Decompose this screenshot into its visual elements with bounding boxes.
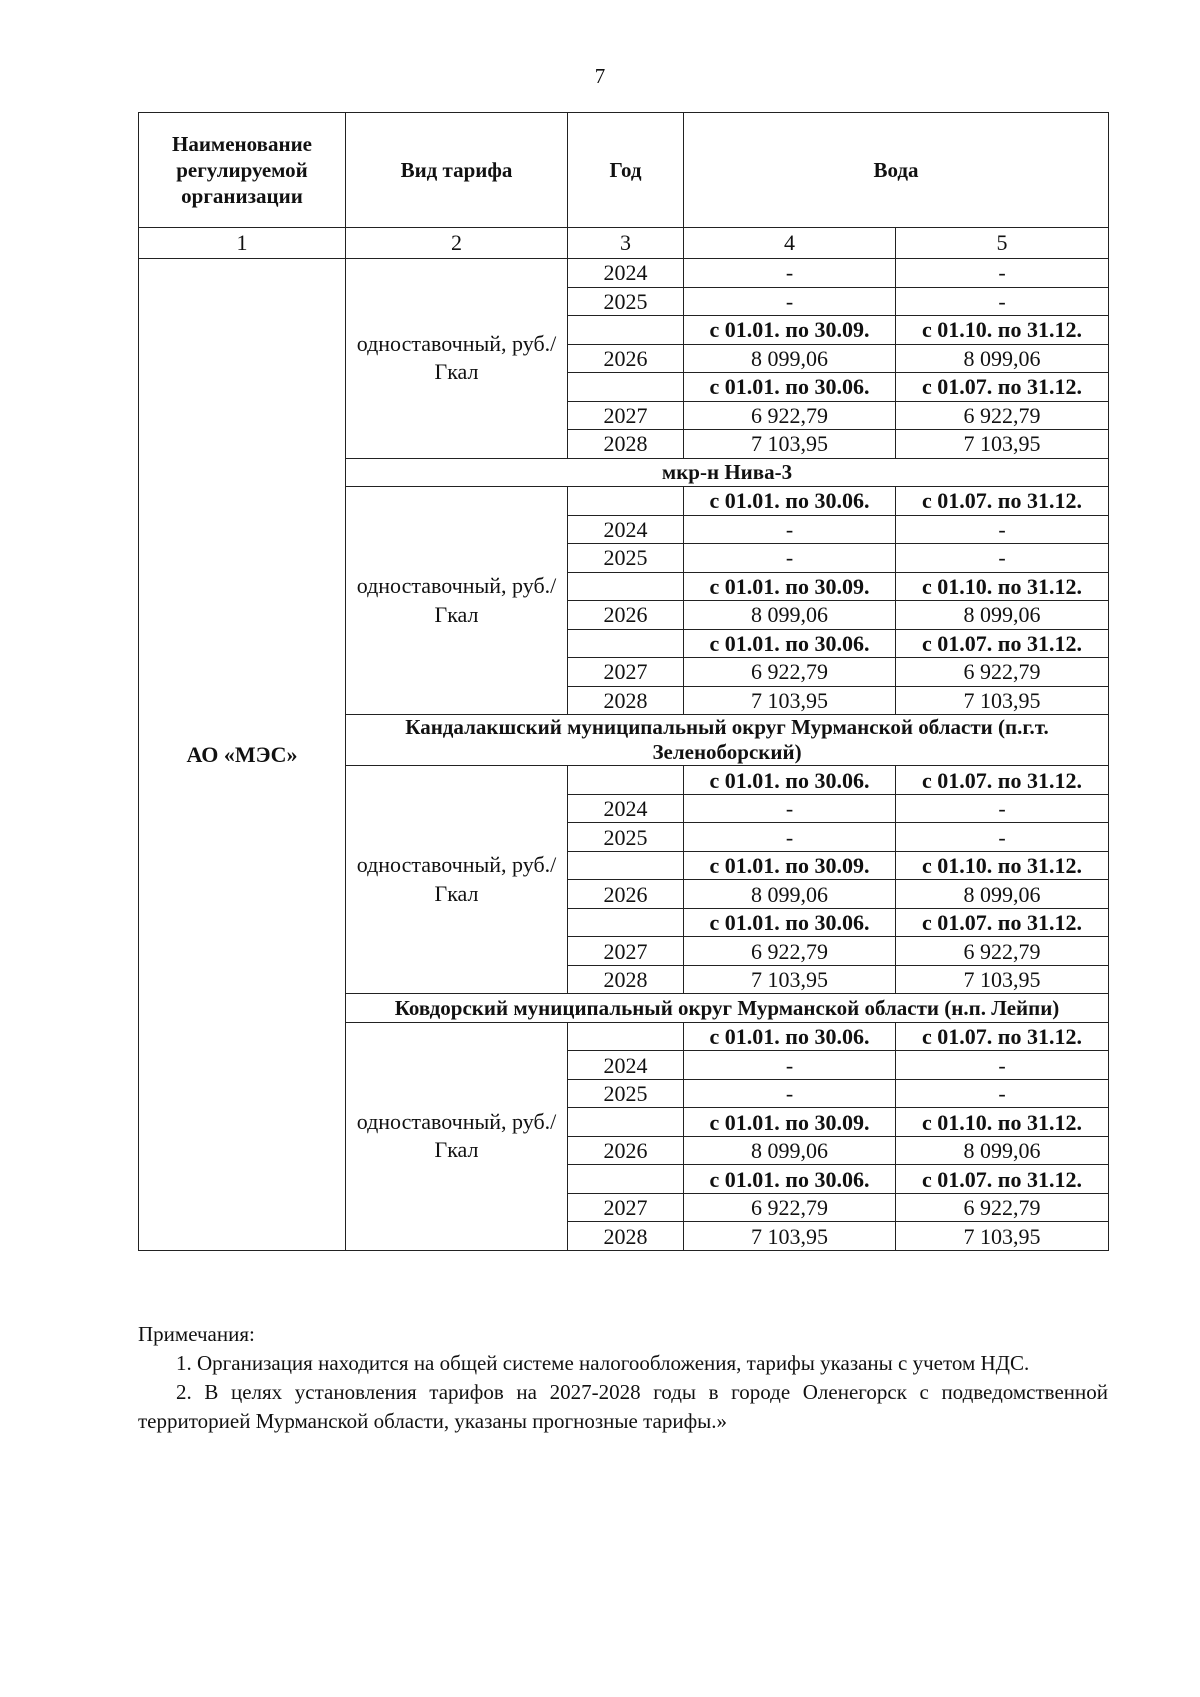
column-numbers-row xyxy=(139,228,1109,259)
period-cell: с 01.01. по 30.06. xyxy=(684,908,896,937)
value-cell: 7 103,95 xyxy=(684,1222,896,1251)
value-cell: 6 922,79 xyxy=(684,937,896,966)
value-cell: 8 099,06 xyxy=(896,601,1109,630)
value-cell: - xyxy=(684,544,896,573)
note-item-1: 1. Организация находится на общей системе налогообложения, тарифы указаны с учетом НДС. xyxy=(176,1350,1030,1375)
value-cell: - xyxy=(896,794,1109,823)
value-cell: 6 922,79 xyxy=(684,658,896,687)
year-cell: 2026 xyxy=(568,344,684,373)
year-cell: 2024 xyxy=(568,259,684,288)
value-cell: 8 099,06 xyxy=(684,1136,896,1165)
tariff-type: одноставочный, руб./Гкал xyxy=(346,766,568,994)
year-cell xyxy=(568,572,684,601)
year-cell xyxy=(568,373,684,402)
period-cell: с 01.07. по 31.12. xyxy=(896,1022,1109,1051)
value-cell: - xyxy=(684,1051,896,1080)
value-cell: - xyxy=(896,515,1109,544)
year-cell: 2027 xyxy=(568,1193,684,1222)
notes-title: Примечания: xyxy=(138,1322,255,1346)
value-cell: - xyxy=(684,259,896,288)
value-cell: 7 103,95 xyxy=(896,1222,1109,1251)
year-cell: 2026 xyxy=(568,601,684,630)
value-cell: 8 099,06 xyxy=(684,344,896,373)
period-cell: с 01.01. по 30.06. xyxy=(684,1165,896,1194)
period-cell: с 01.07. по 31.12. xyxy=(896,373,1109,402)
column-number: 4 xyxy=(684,228,896,259)
value-cell: 7 103,95 xyxy=(684,686,896,715)
year-cell: 2024 xyxy=(568,515,684,544)
year-cell: 2028 xyxy=(568,1222,684,1251)
organization-name: АО «МЭС» xyxy=(139,259,346,1251)
year-cell: 2028 xyxy=(568,965,684,994)
year-cell: 2024 xyxy=(568,1051,684,1080)
section-title: мкр-н Нива-3 xyxy=(346,458,1109,487)
value-cell: 8 099,06 xyxy=(684,880,896,909)
period-cell: с 01.07. по 31.12. xyxy=(896,487,1109,516)
period-cell: с 01.07. по 31.12. xyxy=(896,766,1109,795)
header-tariff-type: Вид тарифа xyxy=(346,113,568,228)
period-cell: с 01.10. по 31.12. xyxy=(896,1108,1109,1137)
value-cell: 6 922,79 xyxy=(684,1193,896,1222)
header-organization: Наименование регулируемой организации xyxy=(139,113,346,228)
value-cell: 8 099,06 xyxy=(896,344,1109,373)
header-water: Вода xyxy=(684,113,1109,228)
year-cell: 2025 xyxy=(568,823,684,852)
value-cell: 7 103,95 xyxy=(896,965,1109,994)
period-cell: с 01.07. по 31.12. xyxy=(896,1165,1109,1194)
year-cell: 2026 xyxy=(568,1136,684,1165)
period-cell: с 01.01. по 30.09. xyxy=(684,572,896,601)
column-number: 5 xyxy=(896,228,1109,259)
value-cell: 7 103,95 xyxy=(684,965,896,994)
year-cell: 2024 xyxy=(568,794,684,823)
year-cell: 2028 xyxy=(568,686,684,715)
year-cell xyxy=(568,851,684,880)
value-cell: 7 103,95 xyxy=(896,430,1109,459)
period-cell: с 01.10. по 31.12. xyxy=(896,572,1109,601)
year-cell: 2025 xyxy=(568,287,684,316)
value-cell: - xyxy=(896,823,1109,852)
value-cell: - xyxy=(896,259,1109,288)
value-cell: 7 103,95 xyxy=(684,430,896,459)
note-item-2: 2. В целях установления тарифов на 2027-2028 годы в городе Оленегорск с подведомственной территорией Мурманской области, указаны прогнозные тарифы.» xyxy=(138,1379,1108,1433)
period-cell: с 01.01. по 30.09. xyxy=(684,851,896,880)
value-cell: - xyxy=(684,1079,896,1108)
value-cell: - xyxy=(684,287,896,316)
value-cell: 8 099,06 xyxy=(896,1136,1109,1165)
page-number: 7 xyxy=(594,64,606,88)
value-cell: 6 922,79 xyxy=(896,658,1109,687)
column-number: 2 xyxy=(346,228,568,259)
year-cell: 2028 xyxy=(568,430,684,459)
year-cell: 2027 xyxy=(568,658,684,687)
value-cell: 8 099,06 xyxy=(896,880,1109,909)
table-row xyxy=(139,259,1109,288)
tariff-type: одноставочный, руб./Гкал xyxy=(346,259,568,459)
period-cell: с 01.07. по 31.12. xyxy=(896,908,1109,937)
value-cell: - xyxy=(684,794,896,823)
value-cell: - xyxy=(896,544,1109,573)
period-cell: с 01.01. по 30.06. xyxy=(684,766,896,795)
year-cell xyxy=(568,316,684,345)
year-cell: 2027 xyxy=(568,937,684,966)
year-cell xyxy=(568,487,684,516)
year-cell xyxy=(568,629,684,658)
column-number: 3 xyxy=(568,228,684,259)
period-cell: с 01.01. по 30.06. xyxy=(684,629,896,658)
value-cell: 7 103,95 xyxy=(896,686,1109,715)
year-cell: 2025 xyxy=(568,1079,684,1108)
period-cell: с 01.01. по 30.06. xyxy=(684,1022,896,1051)
value-cell: 6 922,79 xyxy=(896,1193,1109,1222)
value-cell: 8 099,06 xyxy=(684,601,896,630)
year-cell xyxy=(568,908,684,937)
period-cell: с 01.01. по 30.06. xyxy=(684,487,896,516)
tariff-type: одноставочный, руб./Гкал xyxy=(346,1022,568,1250)
column-number: 1 xyxy=(139,228,346,259)
value-cell: 6 922,79 xyxy=(896,937,1109,966)
year-cell xyxy=(568,766,684,795)
value-cell: 6 922,79 xyxy=(684,401,896,430)
tariff-type: одноставочный, руб./Гкал xyxy=(346,487,568,715)
value-cell: - xyxy=(896,1079,1109,1108)
year-cell: 2026 xyxy=(568,880,684,909)
period-cell: с 01.01. по 30.09. xyxy=(684,316,896,345)
year-cell: 2025 xyxy=(568,544,684,573)
value-cell: 6 922,79 xyxy=(896,401,1109,430)
value-cell: - xyxy=(684,823,896,852)
period-cell: с 01.01. по 30.09. xyxy=(684,1108,896,1137)
period-cell: с 01.10. по 31.12. xyxy=(896,851,1109,880)
period-cell: с 01.07. по 31.12. xyxy=(896,629,1109,658)
period-cell: с 01.10. по 31.12. xyxy=(896,316,1109,345)
value-cell: - xyxy=(896,287,1109,316)
header-year: Год xyxy=(568,113,684,228)
value-cell: - xyxy=(684,515,896,544)
year-cell: 2027 xyxy=(568,401,684,430)
year-cell xyxy=(568,1165,684,1194)
section-title: Ковдорский муниципальный округ Мурманской области (н.п. Лейпи) xyxy=(346,994,1109,1023)
section-title: Кандалакшский муниципальный округ Мурманской области (п.г.т. Зеленоборский) xyxy=(346,715,1109,766)
year-cell xyxy=(568,1022,684,1051)
period-cell: с 01.01. по 30.06. xyxy=(684,373,896,402)
tariff-table xyxy=(138,112,1109,1251)
year-cell xyxy=(568,1108,684,1137)
notes xyxy=(138,1320,1108,1436)
table-header-row xyxy=(139,113,1109,228)
tariff-table-body xyxy=(139,113,1109,1251)
value-cell: - xyxy=(896,1051,1109,1080)
